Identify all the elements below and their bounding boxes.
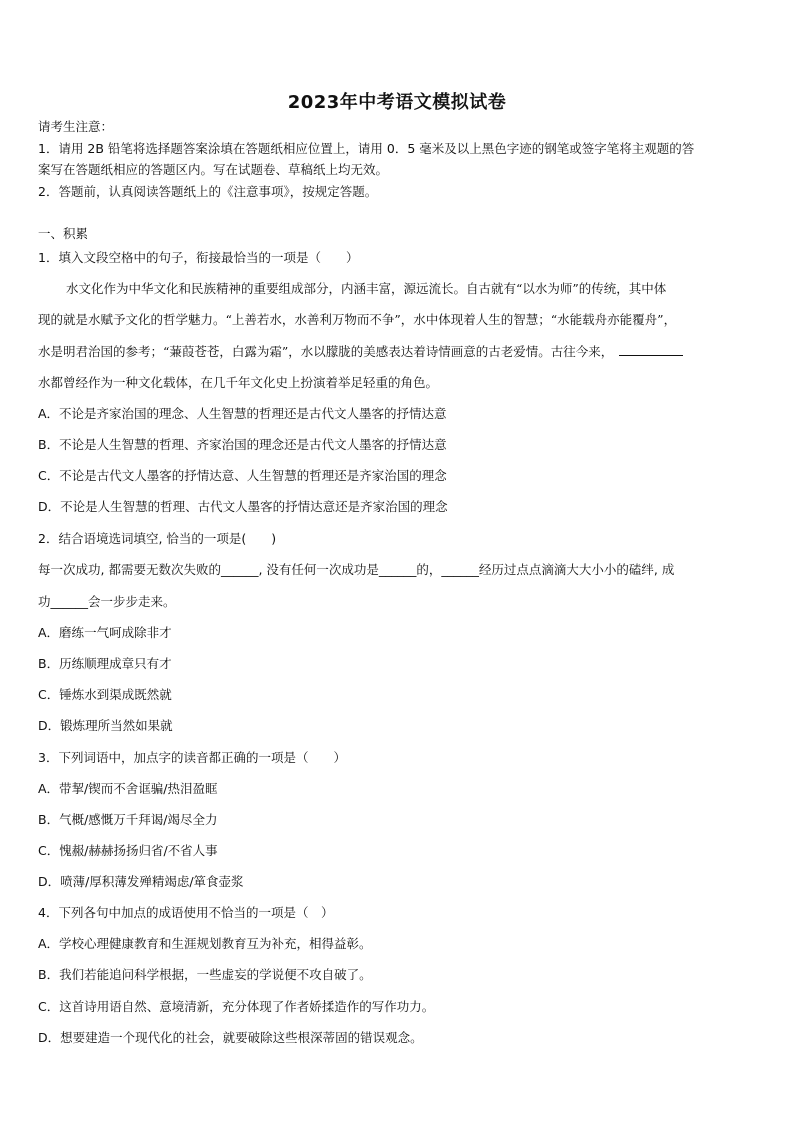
option-words: B．气概/感慨万千	[38, 812, 139, 827]
option-word: 就	[159, 687, 172, 702]
option-words: 拜谒/竭尽全力	[138, 812, 218, 827]
q2-option-a	[38, 624, 172, 642]
q1-option-b: B．不论是人生智慧的哲理、齐家治国的理念还是古代文人墨客的抒情达意	[38, 437, 447, 452]
option-word: B．历练	[38, 656, 85, 671]
q1-stem: 1．填入文段空格中的句子，衔接最恰当的一项是（ ）	[38, 250, 359, 265]
option-word: 如果	[135, 718, 161, 733]
option-word: 理所当然	[85, 718, 136, 733]
q2-option-c	[38, 686, 172, 704]
option-word: D．锻炼	[38, 718, 86, 733]
q1-passage-text: 水是明君治国的参考；“蒹葭苍苍，白露为霜”，水以朦胧的美感表达着诗情画意的古老爱情。古往今来，	[38, 344, 614, 359]
option-words: D．喷薄/厚积薄发	[38, 874, 140, 889]
option-word: A．磨练	[38, 625, 85, 640]
option-words: 诓骗/热泪盈眶	[138, 781, 218, 796]
q3-option-b	[38, 811, 218, 829]
notice-item-1: 1．请用 2B 铅笔将选择题答案涂填在答题纸相应位置上，请用 0．5 毫米及以上黑色字迹的钢笔或签字笔将主观题的答	[38, 141, 695, 156]
option-words: 归省/不省人事	[138, 843, 218, 858]
q2-text-cont: 功______会一步步走来。	[38, 594, 176, 609]
q1-passage-line: 现的就是水赋予文化的哲学魅力。“上善若水，水善利万物而不争”，水中体现着人生的智慧；“水能载舟亦能覆舟”，	[38, 312, 677, 327]
q3-option-c	[38, 842, 218, 860]
q4-stem: 4．下列各句中加点的成语使用不恰当的一项是（ ）	[38, 905, 334, 920]
notice-item-2: 2．答题前，认真阅读答题纸上的《注意事项》，按规定答题。	[38, 184, 378, 199]
q3-option-a	[38, 780, 217, 798]
option-words: C．愧赧/赫赫扬扬	[38, 843, 139, 858]
q4-option-c: C．这首诗用语自然、意境清新，充分体现了作者娇揉造作的写作功力。	[38, 999, 435, 1014]
option-words: A．带挈/锲而不舍	[38, 781, 139, 796]
q2-option-d	[38, 717, 173, 735]
option-word: 才	[159, 625, 172, 640]
q1-passage-line: 水文化作为中华文化和民族精神的重要组成部分，内涵丰富，源远流长。自古就有“以水为师”的传统，其中体	[66, 281, 667, 296]
section-heading: 一、积累	[38, 226, 89, 241]
option-word: C．锤炼	[38, 687, 85, 702]
answer-blank	[619, 343, 683, 356]
q1-passage-line: 水都曾经作为一种文化载体，在几千年文化史上扮演着举足轻重的角色。	[38, 375, 439, 390]
q2-stem: 2．结合语境选词填空, 恰当的一项是( )	[38, 531, 277, 546]
notice-item-1-cont: 案写在答题纸相应的答题区内。写在试题卷、草稿纸上均无效。	[38, 162, 389, 177]
q1-option-c: C．不论是古代文人墨客的抒情达意、人生智慧的哲理还是齐家治国的理念	[38, 468, 447, 483]
notice-heading: 请考生注意：	[38, 119, 114, 134]
option-word: 就	[160, 718, 173, 733]
option-word: 除非	[134, 625, 160, 640]
q4-option-a: A．学校心理健康教育和生涯规划教育互为补充，相得益彰。	[38, 936, 372, 951]
option-word: 才	[159, 656, 172, 671]
option-word: 一气呵成	[84, 625, 135, 640]
q2-text: 每一次成功, 都需要无数次失败的______, 没有任何一次成功是______的，______经历过点点滴滴大大小小的磕绊, 成	[38, 562, 675, 577]
option-word: 顺理成章	[84, 656, 135, 671]
q4-option-b: B．我们若能追问科学根据，一些虚妄的学说便不攻自破了。	[38, 967, 372, 982]
q1-option-d: D．不论是人生智慧的哲理、古代文人墨客的抒情达意还是齐家治国的理念	[38, 499, 448, 514]
q1-option-a: A．不论是齐家治国的理念、人生智慧的哲理还是古代文人墨客的抒情达意	[38, 406, 447, 421]
option-words: 殚精竭虑/箪食壶浆	[139, 874, 244, 889]
option-word: 水到渠成	[84, 687, 135, 702]
page-title: 2023年中考语文模拟试卷	[287, 92, 507, 113]
q4-option-d: D．想要建造一个现代化的社会，就要破除这些根深蒂固的错误观念。	[38, 1030, 423, 1045]
q3-option-d	[38, 873, 244, 891]
q3-stem: 3．下列词语中，加点字的读音都正确的一项是（ ）	[38, 750, 346, 765]
option-word: 只有	[134, 656, 160, 671]
q1-passage-line	[38, 343, 683, 361]
option-word: 既然	[134, 687, 160, 702]
q2-option-b	[38, 655, 172, 673]
